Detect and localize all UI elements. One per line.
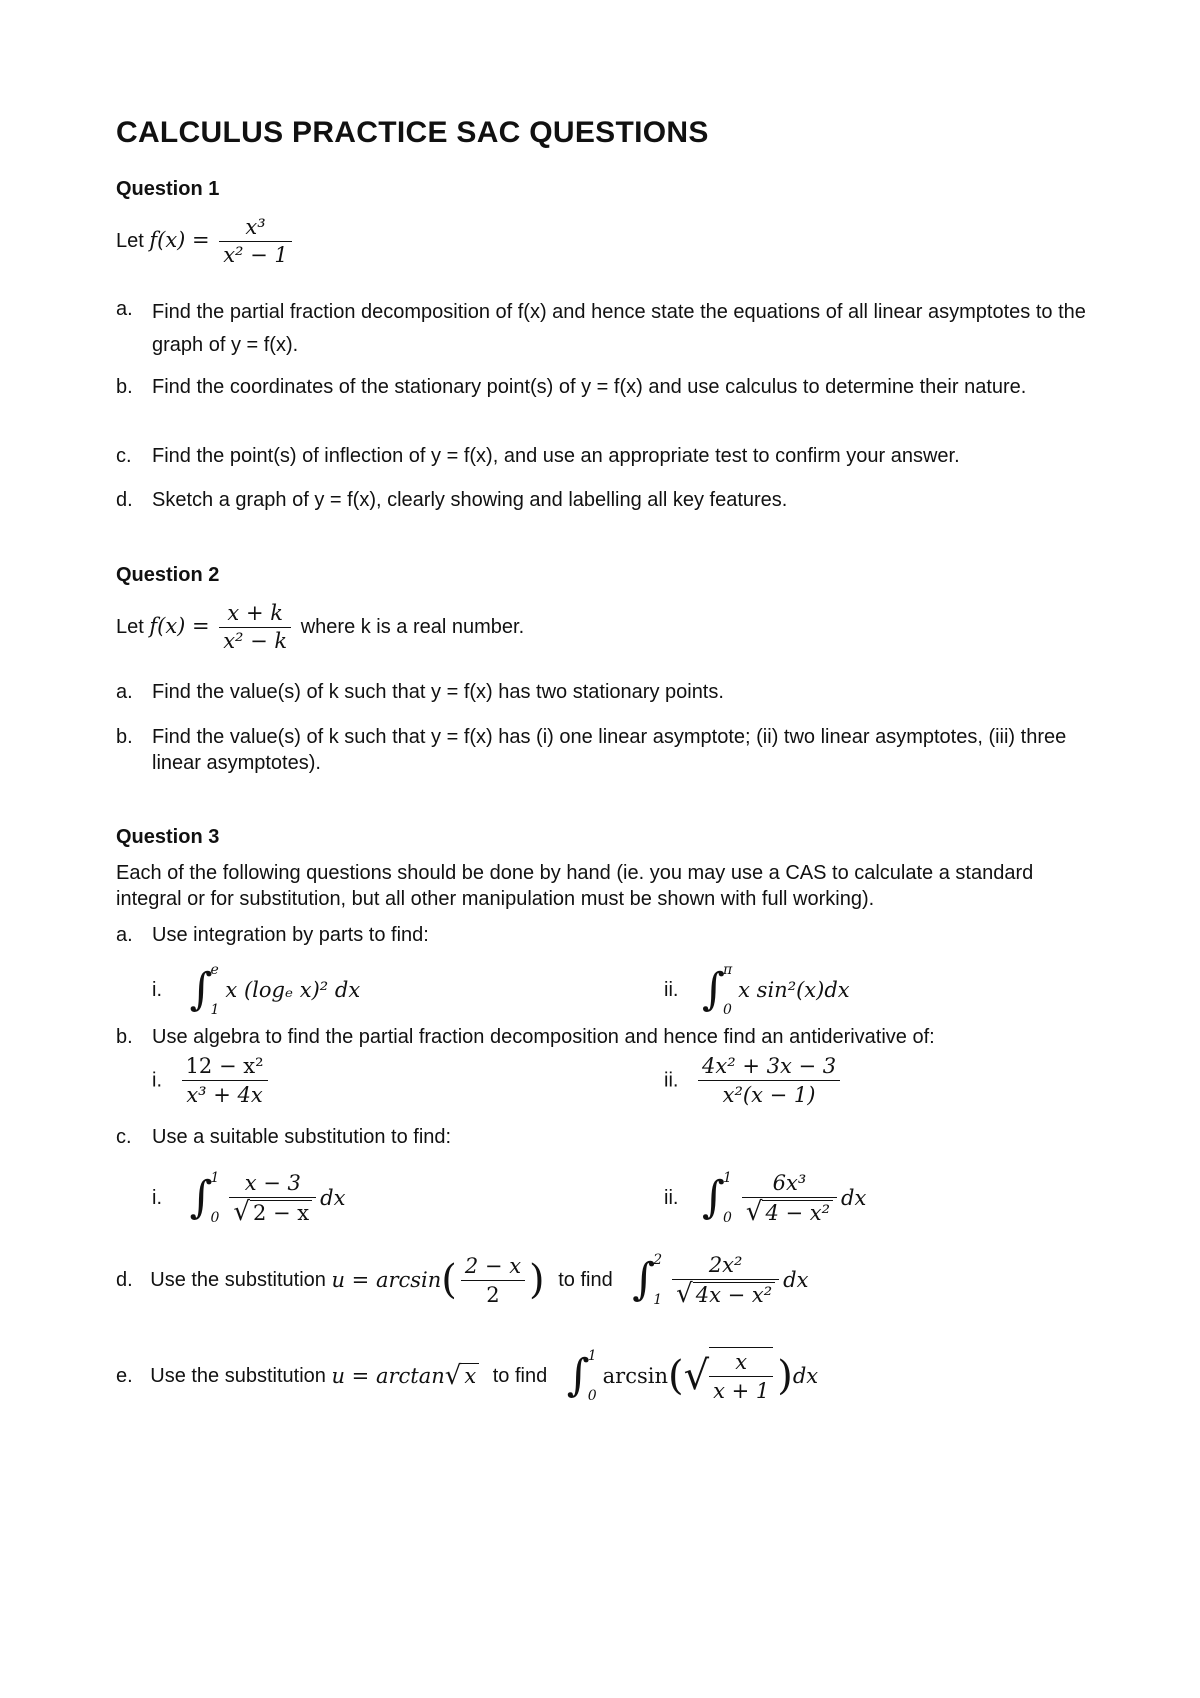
q3d-sub-lhs: u = arcsin (331, 1268, 442, 1292)
q2-func-numerator: x + k (219, 600, 291, 628)
right-paren-icon: ) (777, 1353, 793, 1399)
q1-func-fraction (219, 214, 292, 269)
integral-sign-icon: ∫ (189, 1172, 213, 1223)
q3-part-c-label: c. (116, 1126, 132, 1148)
q3-part-b-label: b. (116, 1026, 133, 1048)
q1-part-b-text: Find the coordinates of the stationary point(s) of y = f(x) and use calculus to determine their nature. (152, 376, 1027, 398)
sqrt-icon: √ (745, 1196, 763, 1227)
integral-sign-icon: ∫ (189, 964, 213, 1015)
q3d-upper: 2 (653, 1252, 663, 1268)
q3c-ii-label: ii. (664, 1187, 679, 1209)
q3d-numerator: 2x² (672, 1251, 779, 1280)
q3e-func: arcsin (602, 1364, 668, 1388)
q3b-i-fraction (182, 1052, 268, 1109)
q3e-sub-lhs: u = arctan (331, 1364, 445, 1388)
q3b-ii (664, 1052, 844, 1109)
q3c-ii-dx: dx (841, 1186, 867, 1210)
q3a-ii (664, 950, 850, 1030)
q1-part-d-text: Sketch a graph of y = f(x), clearly showing and labelling all key features. (152, 489, 788, 511)
q3c-ii (664, 1158, 866, 1238)
q1-func-lhs: f(x) = (149, 227, 210, 252)
q3e-to-find: to find (492, 1365, 548, 1387)
q2-function-definition (116, 600, 524, 655)
q3c-ii-upper: 1 (722, 1170, 732, 1186)
left-paren-icon: ( (441, 1257, 457, 1303)
q3c-i-dx: dx (320, 1186, 346, 1210)
q3d-sub-denominator: 2 (486, 1282, 500, 1307)
q3-part-d (116, 1240, 808, 1320)
q3-part-a-text: Use integration by parts to find: (152, 924, 429, 946)
question-3-heading: Question 3 (116, 826, 220, 848)
q3d-lower: 1 (653, 1292, 663, 1308)
q1-part-a-label: a. (116, 298, 133, 320)
q3c-i-upper: 1 (210, 1170, 220, 1186)
q3e-upper: 1 (587, 1348, 597, 1364)
page-title: CALCULUS PRACTICE SAC QUESTIONS (116, 116, 709, 149)
q3-part-e-label: e. (116, 1365, 133, 1387)
integral-sign-icon: ∫ (632, 1254, 656, 1305)
q3e-limits (588, 1336, 597, 1416)
q3c-ii-radicand: 4 − x² (762, 1200, 833, 1225)
q2-part-b-text: Find the value(s) of k such that y = f(x) has (i) one linear asymptote; (ii) two linear asymptotes, (iii) three linear asymptotes). (152, 726, 1067, 774)
q3c-i-lower: 0 (210, 1210, 220, 1226)
sqrt-icon: √ (683, 1353, 710, 1399)
q3a-ii-upper: π (722, 962, 733, 978)
q2-func-lhs: f(x) = (149, 613, 210, 638)
integral-sign-icon: ∫ (702, 964, 725, 1015)
q3a-ii-integrand: x sin²(x)dx (738, 978, 850, 1002)
q3b-i (152, 1052, 272, 1109)
q3-part-e (116, 1336, 818, 1416)
q3c-ii-denominator (742, 1198, 837, 1228)
q3c-ii-numerator: 6x³ (742, 1169, 837, 1198)
integral-sign-icon: ∫ (566, 1350, 590, 1401)
q1-part-a-text: Find the partial fraction decomposition of f(x) and hence state the equations of all linear asymptotes to the graph of y = f(x). (152, 301, 1086, 356)
q3c-i-radicand: 2 − x (250, 1200, 312, 1225)
q2-part-a-label: a. (116, 681, 133, 703)
q3d-denominator (672, 1280, 779, 1310)
q3c-ii-fraction (742, 1169, 837, 1228)
question-2-heading: Question 2 (116, 564, 220, 586)
q3a-i-integrand: x (logₑ x)² dx (225, 978, 361, 1002)
right-paren-icon: ) (529, 1257, 545, 1303)
q3c-ii-lower: 0 (722, 1210, 732, 1226)
q2-let: Let (116, 615, 144, 638)
q3a-ii-lower: 0 (722, 1002, 732, 1018)
q3c-i (152, 1158, 345, 1238)
q1-part-c-label: c. (116, 445, 132, 467)
sqrt-icon: √ (444, 1361, 462, 1391)
q3d-limits (653, 1240, 662, 1320)
q3c-i-label: i. (152, 1187, 162, 1209)
q3-part-d-label: d. (116, 1269, 133, 1291)
q2-suffix: where k is a real number. (300, 615, 525, 638)
q2-func-fraction (219, 600, 291, 655)
q3a-i-limits (211, 950, 220, 1030)
q3d-radicand: 4x − x² (693, 1282, 775, 1307)
q3-part-e-text: Use the substitution (150, 1365, 326, 1387)
q3e-dx: dx (792, 1364, 819, 1388)
q3c-i-denominator (229, 1198, 316, 1228)
q3-intro: Each of the following questions should be done by hand (ie. you may use a CAS to calculate a standard integral or for substitution, but all other manipulation must be shown with full working). (116, 862, 1034, 910)
q2-part-b-label: b. (116, 726, 133, 748)
q3a-i-upper: e (210, 962, 219, 978)
q1-part-b-label: b. (116, 376, 133, 398)
q3d-to-find: to find (558, 1269, 613, 1291)
q3b-i-denominator: x³ + 4x (186, 1083, 263, 1107)
q3a-i-label: i. (152, 979, 162, 1001)
q3e-radical-fraction (709, 1347, 773, 1405)
q3d-sub-fraction (461, 1252, 525, 1309)
sqrt-icon: √ (233, 1196, 250, 1227)
q3b-ii-label: ii. (664, 1069, 679, 1092)
q3e-lower: 0 (587, 1388, 597, 1404)
q2-part-a-text: Find the value(s) of k such that y = f(x) has two stationary points. (152, 681, 724, 703)
q3c-i-limits (211, 1158, 220, 1238)
q1-let: Let (116, 229, 144, 252)
sqrt-icon: √ (676, 1278, 693, 1309)
q3d-fraction (672, 1251, 779, 1310)
q3b-i-numerator: 12 − x² (182, 1052, 268, 1081)
q3c-ii-limits (723, 1158, 732, 1238)
q3c-i-numerator: x − 3 (229, 1169, 316, 1198)
q3a-ii-label: ii. (664, 979, 679, 1001)
q3b-i-label: i. (152, 1069, 162, 1092)
q3c-i-fraction (229, 1169, 316, 1228)
q3a-i-lower: 1 (210, 1002, 220, 1018)
q1-part-d-label: d. (116, 489, 133, 511)
q3a-i (152, 950, 360, 1030)
q3-part-b-text: Use algebra to find the partial fraction decomposition and hence find an antiderivative of: (152, 1026, 935, 1048)
q3-part-d-text: Use the substitution (150, 1269, 326, 1291)
q1-func-denominator: x² − 1 (223, 243, 288, 267)
q3e-rad-denominator: x + 1 (713, 1379, 770, 1403)
q3b-ii-fraction (698, 1052, 840, 1109)
q3e-sub-radicand: x (461, 1363, 479, 1388)
integral-sign-icon: ∫ (702, 1172, 725, 1223)
q3a-ii-limits (723, 950, 732, 1030)
q3b-ii-numerator: 4x² + 3x − 3 (698, 1052, 840, 1081)
question-1-heading: Question 1 (116, 178, 220, 200)
q3e-rad-numerator: x (709, 1348, 773, 1377)
q2-func-denominator: x² − k (223, 629, 288, 653)
q3-part-c-text: Use a suitable substitution to find: (152, 1126, 452, 1148)
q3d-dx: dx (783, 1268, 809, 1292)
q1-func-numerator: x³ (219, 214, 292, 242)
left-paren-icon: ( (667, 1353, 684, 1399)
q3b-ii-denominator: x²(x − 1) (722, 1083, 816, 1107)
q1-part-c-text: Find the point(s) of inflection of y = f(x), and use an appropriate test to confirm your answer. (152, 445, 960, 467)
q3d-sub-numerator: 2 − x (461, 1252, 525, 1281)
q3-part-a-label: a. (116, 924, 133, 946)
q1-function-definition (116, 214, 296, 269)
